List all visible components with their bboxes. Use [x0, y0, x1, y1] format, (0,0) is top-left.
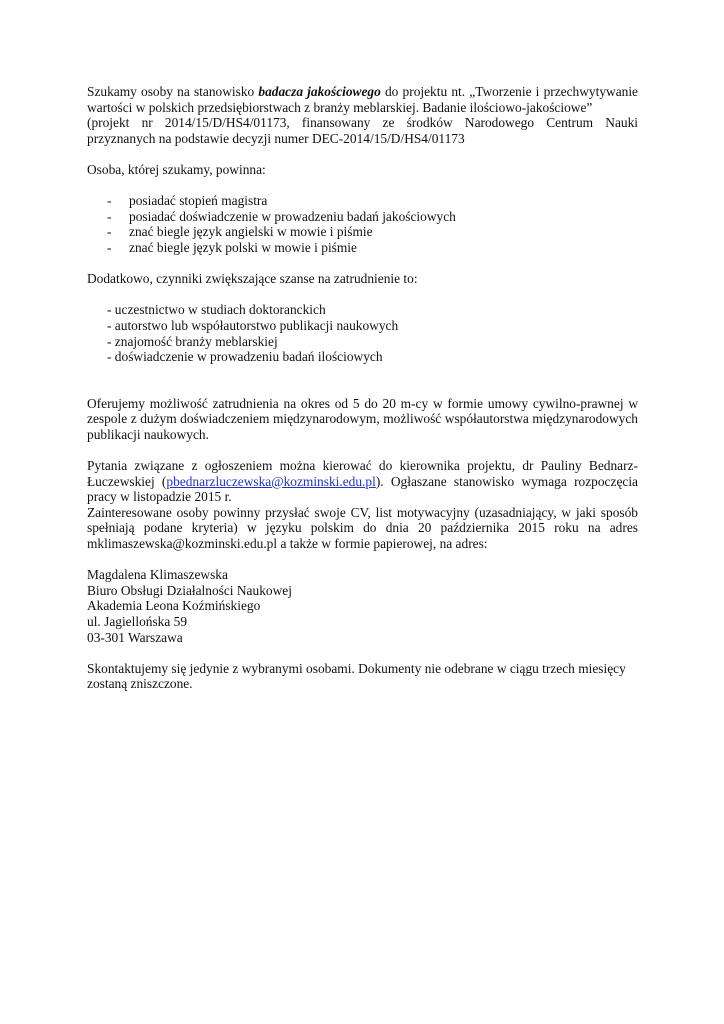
contact-paragraph	[87, 458, 638, 505]
intro-pre: Szukamy osoby na stanowisko	[87, 84, 259, 99]
address-line: Akademia Leona Koźmińskiego	[87, 598, 261, 614]
bullet-dash: -	[107, 224, 112, 240]
list-item	[87, 193, 638, 209]
list-item	[87, 224, 638, 240]
funding-paragraph: (projekt nr 2014/15/D/HS4/01173, finansowany ze środków Narodowego Centrum Nauki przyznanych na podstawie decyzji numer DEC-2014/15/D/HS4/01173	[87, 115, 638, 146]
list-item	[87, 209, 638, 225]
bullet-dash: -	[107, 193, 112, 209]
contact-post: ). Ogłaszane stanowisko wymaga rozpoczęcia pracy w listopadzie 2015 r.	[87, 473, 638, 505]
offer-paragraph: Oferujemy możliwość zatrudnienia na okres od 5 do 20 m-cy w formie umowy cywilno-prawnej w zespole z dużym doświadczeniem międzynarodowym, możliwość współautorstwa międzynarodowych publikacji naukowych.	[87, 395, 638, 442]
postal-address	[87, 567, 638, 645]
requirements-heading: Osoba, której szukamy, powinna:	[87, 161, 266, 177]
address-line: 03-301 Warszawa	[87, 629, 183, 645]
contact-pre: Pytania związane z ogłoszeniem można kierować do kierownika projektu, dr Pauliny Bednarz-Łuczewskiej (	[87, 458, 638, 489]
list-item: - doświadczenie w prowadzeniu badań ilościowych	[107, 349, 383, 365]
address-line: ul. Jagiellońska 59	[87, 614, 188, 629]
address-line: Magdalena Klimaszewska	[87, 567, 228, 583]
list-item: - autorstwo lub współautorstwo publikacji naukowych	[107, 317, 399, 333]
intro-paragraph	[87, 84, 638, 115]
additional-heading: Dodatkowo, czynniki zwiększające szanse na zatrudnienie to:	[87, 271, 418, 287]
closing-paragraph: Skontaktujemy się jedynie z wybranymi osobami. Dokumenty nie odebrane w ciągu trzech miesięcy zostaną zniszczone.	[87, 660, 626, 692]
additional-list	[107, 302, 638, 364]
requirements-list	[87, 193, 638, 255]
bullet-dash: -	[107, 239, 112, 255]
job-posting-document	[87, 84, 638, 692]
position-title: badacza jakościowego	[258, 84, 381, 99]
requirement-text: znać biegle język polski w mowie i piśmie	[129, 239, 357, 255]
list-item: - uczestnictwo w studiach doktoranckich	[107, 302, 326, 318]
requirement-text: znać biegle język angielski w mowie i piśmie	[129, 224, 373, 240]
manager-email-link[interactable]: pbednarzluczewska@kozminski.edu.pl	[166, 473, 376, 489]
address-line: Biuro Obsługi Działalności Naukowej	[87, 582, 292, 598]
requirement-text: posiadać stopień magistra	[129, 193, 268, 209]
bullet-dash: -	[107, 208, 112, 224]
intro-post: do projektu nt. „Tworzenie i przechwytywanie wartości w polskich przedsiębiorstwach z branży meblarskiej. Badanie ilościowo-jakościowe”	[87, 84, 638, 115]
application-paragraph: Zainteresowane osoby powinny przysłać swoje CV, list motywacyjny (uzasadniający, w jaki sposób spełniają podane kryteria) w języku polskim do dnia 20 października 2015 roku na adres mklimaszewska@kozminski.edu.pl a także w formie papierowej, na adres:	[87, 504, 638, 552]
list-item	[87, 240, 638, 256]
requirement-text: posiadać doświadczenie w prowadzeniu badań jakościowych	[129, 208, 456, 224]
list-item: - znajomość branży meblarskiej	[107, 333, 278, 349]
